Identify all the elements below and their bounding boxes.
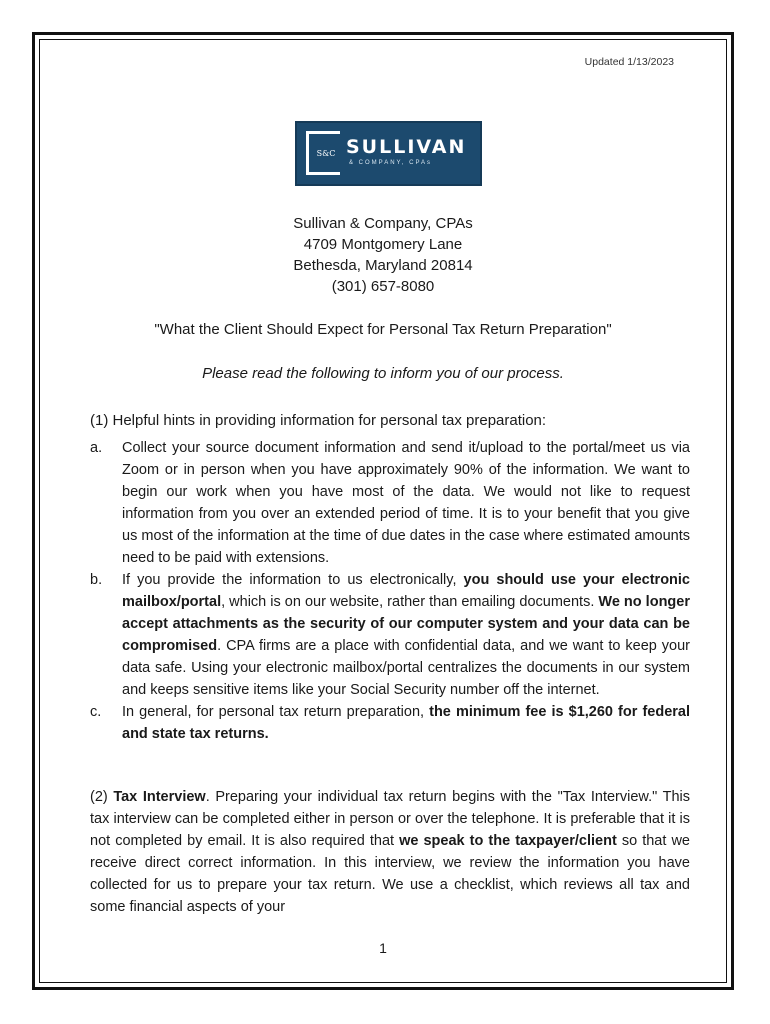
section-2-text: . Preparing your individual tax return begins with the "Tax Interview." This tax interview can be completed either in person or over the telephone. It is preferable that it is not completed by email. It is also required that (90, 789, 691, 849)
list-item-emphasis: the minimum fee is $1,260 for federal and state tax returns. (122, 704, 691, 742)
firm-name: Sullivan & Company, CPAs (293, 215, 473, 232)
hints-list (90, 437, 690, 745)
list-item-emphasis: you should use your electronic mailbox/portal (122, 572, 690, 610)
list-item (90, 569, 690, 701)
list-item-text: Collect your source document information and send it/upload to the portal/meet us via Zoom or in person when you have approximately 90% of the information. We want to begin our work when you have most of the data. We would not like to request information from you over an extended period of time. It is to your benefit that you give us most of the information at the time of due dates in the case where estimated amounts need to be paid with extensions. (122, 440, 690, 566)
firm-city: Bethesda, Maryland 20814 (293, 257, 473, 274)
document-title: "What the Client Should Expect for Personal Tax Return Preparation" (154, 321, 612, 338)
section-2-paragraph (90, 786, 690, 918)
company-logo (295, 121, 482, 186)
section-2-emphasis: we speak to the taxpayer/client (399, 833, 617, 849)
list-marker: b. (90, 572, 103, 588)
list-item-text: If you provide the information to us electronically, (122, 572, 464, 588)
firm-street: 4709 Montgomery Lane (303, 236, 463, 253)
list-item-text: , which is on our website, rather than emailing documents. (221, 594, 599, 610)
list-item-text: . CPA firms are a place with confidential data, and we want to keep your data safe. Using your electronic mailbox/portal centralizes the documents in our system and keeps sensitive items like your Social Security number off the internet. (122, 638, 690, 698)
list-marker: a. (90, 440, 103, 456)
logo-name: SULLIVAN (346, 136, 467, 158)
logo-subtitle: & COMPANY, CPAs (349, 160, 433, 166)
list-item-text: In general, for personal tax return preparation, (122, 704, 430, 720)
firm-phone: (301) 657-8080 (331, 278, 435, 295)
section-2-text: so that we receive direct correct information. In this interview, we review the information you have collected for us to prepare your tax return. We use a checklist, which reviews all tax and some financial aspects of your (90, 833, 690, 915)
firm-address (40, 213, 726, 297)
section-2-heading: Tax Interview (113, 789, 206, 805)
page-number: 1 (379, 940, 387, 956)
list-item-emphasis: We no longer accept attachments as the security of our computer system and your data can be compromised (122, 594, 690, 654)
document-subtitle: Please read the following to inform you of our process. (202, 365, 564, 382)
list-marker: c. (90, 704, 102, 720)
list-item (90, 437, 690, 569)
list-item (90, 701, 690, 745)
updated-date: Updated 1/13/2023 (584, 56, 674, 68)
section-2-prefix: (2) (90, 789, 114, 805)
page-border (32, 32, 734, 990)
logo-mark-icon: S&C (306, 131, 340, 175)
page-inner-border (39, 39, 727, 983)
section-1-heading: (1) Helpful hints in providing information for personal tax preparation: (90, 412, 547, 429)
